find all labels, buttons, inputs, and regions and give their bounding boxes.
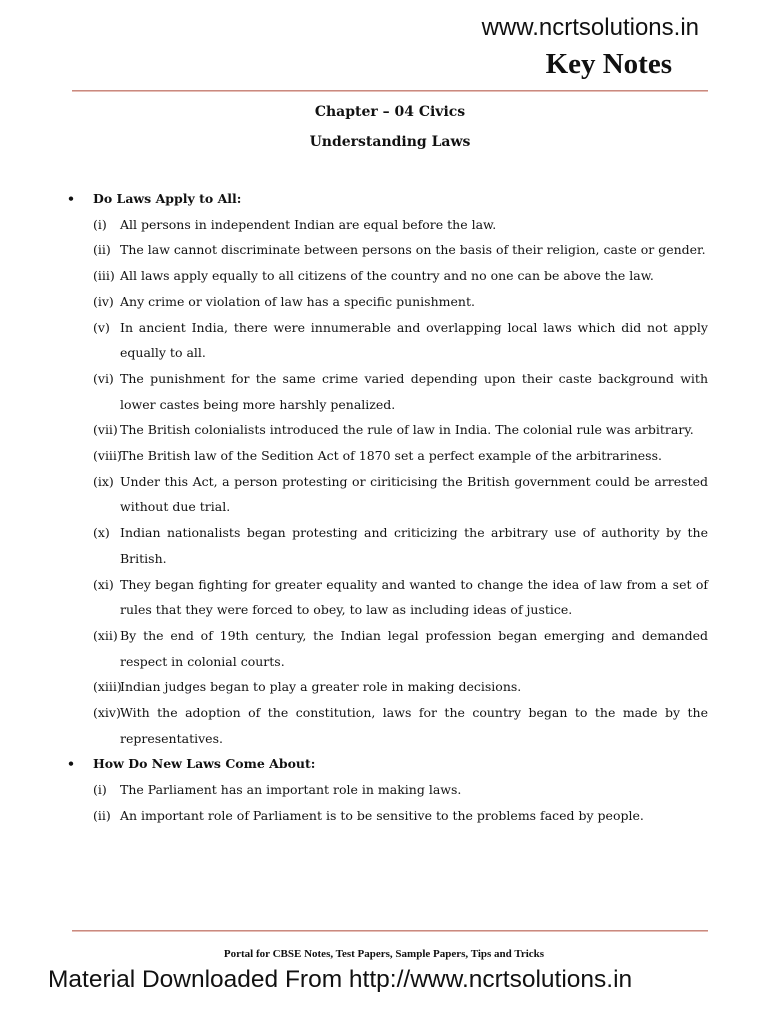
item-number: (xiv) <box>93 705 121 721</box>
item-text: Under this Act, a person protesting or ciriticising the British government could be arrested without due trial. <box>120 473 708 515</box>
item-text: Indian nationalists began protesting and criticizing the arbitrary use of authority by the British. <box>120 525 708 566</box>
item-text: They began fighting for greater equality and wanted to change the idea of law from a set of rules that they were forced to obey, to law as including ideas of justice. <box>120 576 708 618</box>
item-number: (viii) <box>93 448 122 464</box>
list-item <box>67 366 708 417</box>
footer-download-text: Material Downloaded From http://www.ncrtsolutions.in <box>48 966 633 993</box>
item-number: (ix) <box>93 473 114 489</box>
item-number: (xii) <box>93 627 118 643</box>
chapter-title: Chapter – 04 Civics <box>314 104 466 120</box>
list-item <box>67 469 708 520</box>
item-number: (ii) <box>93 807 111 823</box>
section-heading <box>67 186 708 212</box>
item-number: (ii) <box>93 242 111 258</box>
item-number: (xi) <box>93 576 114 592</box>
section-title: How Do New Laws Come About: <box>93 756 316 772</box>
item-text: The punishment for the same crime varied depending upon their caste background with lower castes being more harshly penalized. <box>120 370 708 412</box>
list-item <box>67 623 708 674</box>
footer-portal-text: Portal for CBSE Notes, Test Papers, Sample Papers, Tips and Tricks <box>223 948 545 960</box>
list-item <box>67 263 708 289</box>
item-number: (xiii) <box>93 679 122 695</box>
item-number: (v) <box>93 319 110 335</box>
notes-content <box>67 186 708 829</box>
item-text: All persons in independent Indian are equal before the law. <box>120 216 497 232</box>
chapter-subtitle: Understanding Laws <box>309 134 471 150</box>
item-text: Indian judges began to play a greater role in making decisions. <box>120 679 522 695</box>
list-item <box>67 803 708 829</box>
item-text: The law cannot discriminate between persons on the basis of their religion, caste or gender. <box>120 242 706 258</box>
bullet-icon: • <box>67 756 75 772</box>
list-item <box>67 289 708 315</box>
list-item <box>67 674 708 700</box>
item-text: The British law of the Sedition Act of 1870 set a perfect example of the arbitrariness. <box>120 448 662 464</box>
list-item <box>67 315 708 366</box>
site-url: www.ncrtsolutions.in <box>481 14 699 41</box>
item-number: (x) <box>93 525 110 541</box>
item-text: With the adoption of the constitution, laws for the country began to the made by the representatives. <box>120 705 708 746</box>
header-rule <box>72 90 708 92</box>
key-notes-heading: Key Notes <box>545 48 672 80</box>
section-heading <box>67 751 708 777</box>
list-item <box>67 520 708 571</box>
section-title: Do Laws Apply to All: <box>93 191 242 206</box>
item-text: Any crime or violation of law has a specific punishment. <box>120 293 475 309</box>
list-item <box>67 700 708 751</box>
list-item <box>67 777 708 803</box>
item-text: By the end of 19th century, the Indian legal profession began emerging and demanded respect in colonial courts. <box>120 627 708 669</box>
list-item <box>67 443 708 469</box>
item-number: (iv) <box>93 293 114 309</box>
list-item <box>67 212 708 238</box>
item-number: (vii) <box>93 422 118 438</box>
list-item <box>67 237 708 263</box>
item-number: (i) <box>93 216 107 232</box>
list-item <box>67 572 708 623</box>
footer-rule <box>72 930 708 932</box>
bullet-icon: • <box>67 191 75 206</box>
item-text: In ancient India, there were innumerable and overlapping local laws which did not apply equally to all. <box>120 319 708 361</box>
item-number: (vi) <box>93 370 114 386</box>
item-text: All laws apply equally to all citizens of the country and no one can be above the law. <box>120 268 654 284</box>
item-number: (i) <box>93 782 107 798</box>
item-number: (iii) <box>93 268 115 284</box>
item-text: The British colonialists introduced the rule of law in India. The colonial rule was arbitrary. <box>120 422 694 438</box>
item-text: The Parliament has an important role in making laws. <box>120 782 462 798</box>
list-item <box>67 417 708 443</box>
item-text: An important role of Parliament is to be sensitive to the problems faced by people. <box>120 807 644 823</box>
